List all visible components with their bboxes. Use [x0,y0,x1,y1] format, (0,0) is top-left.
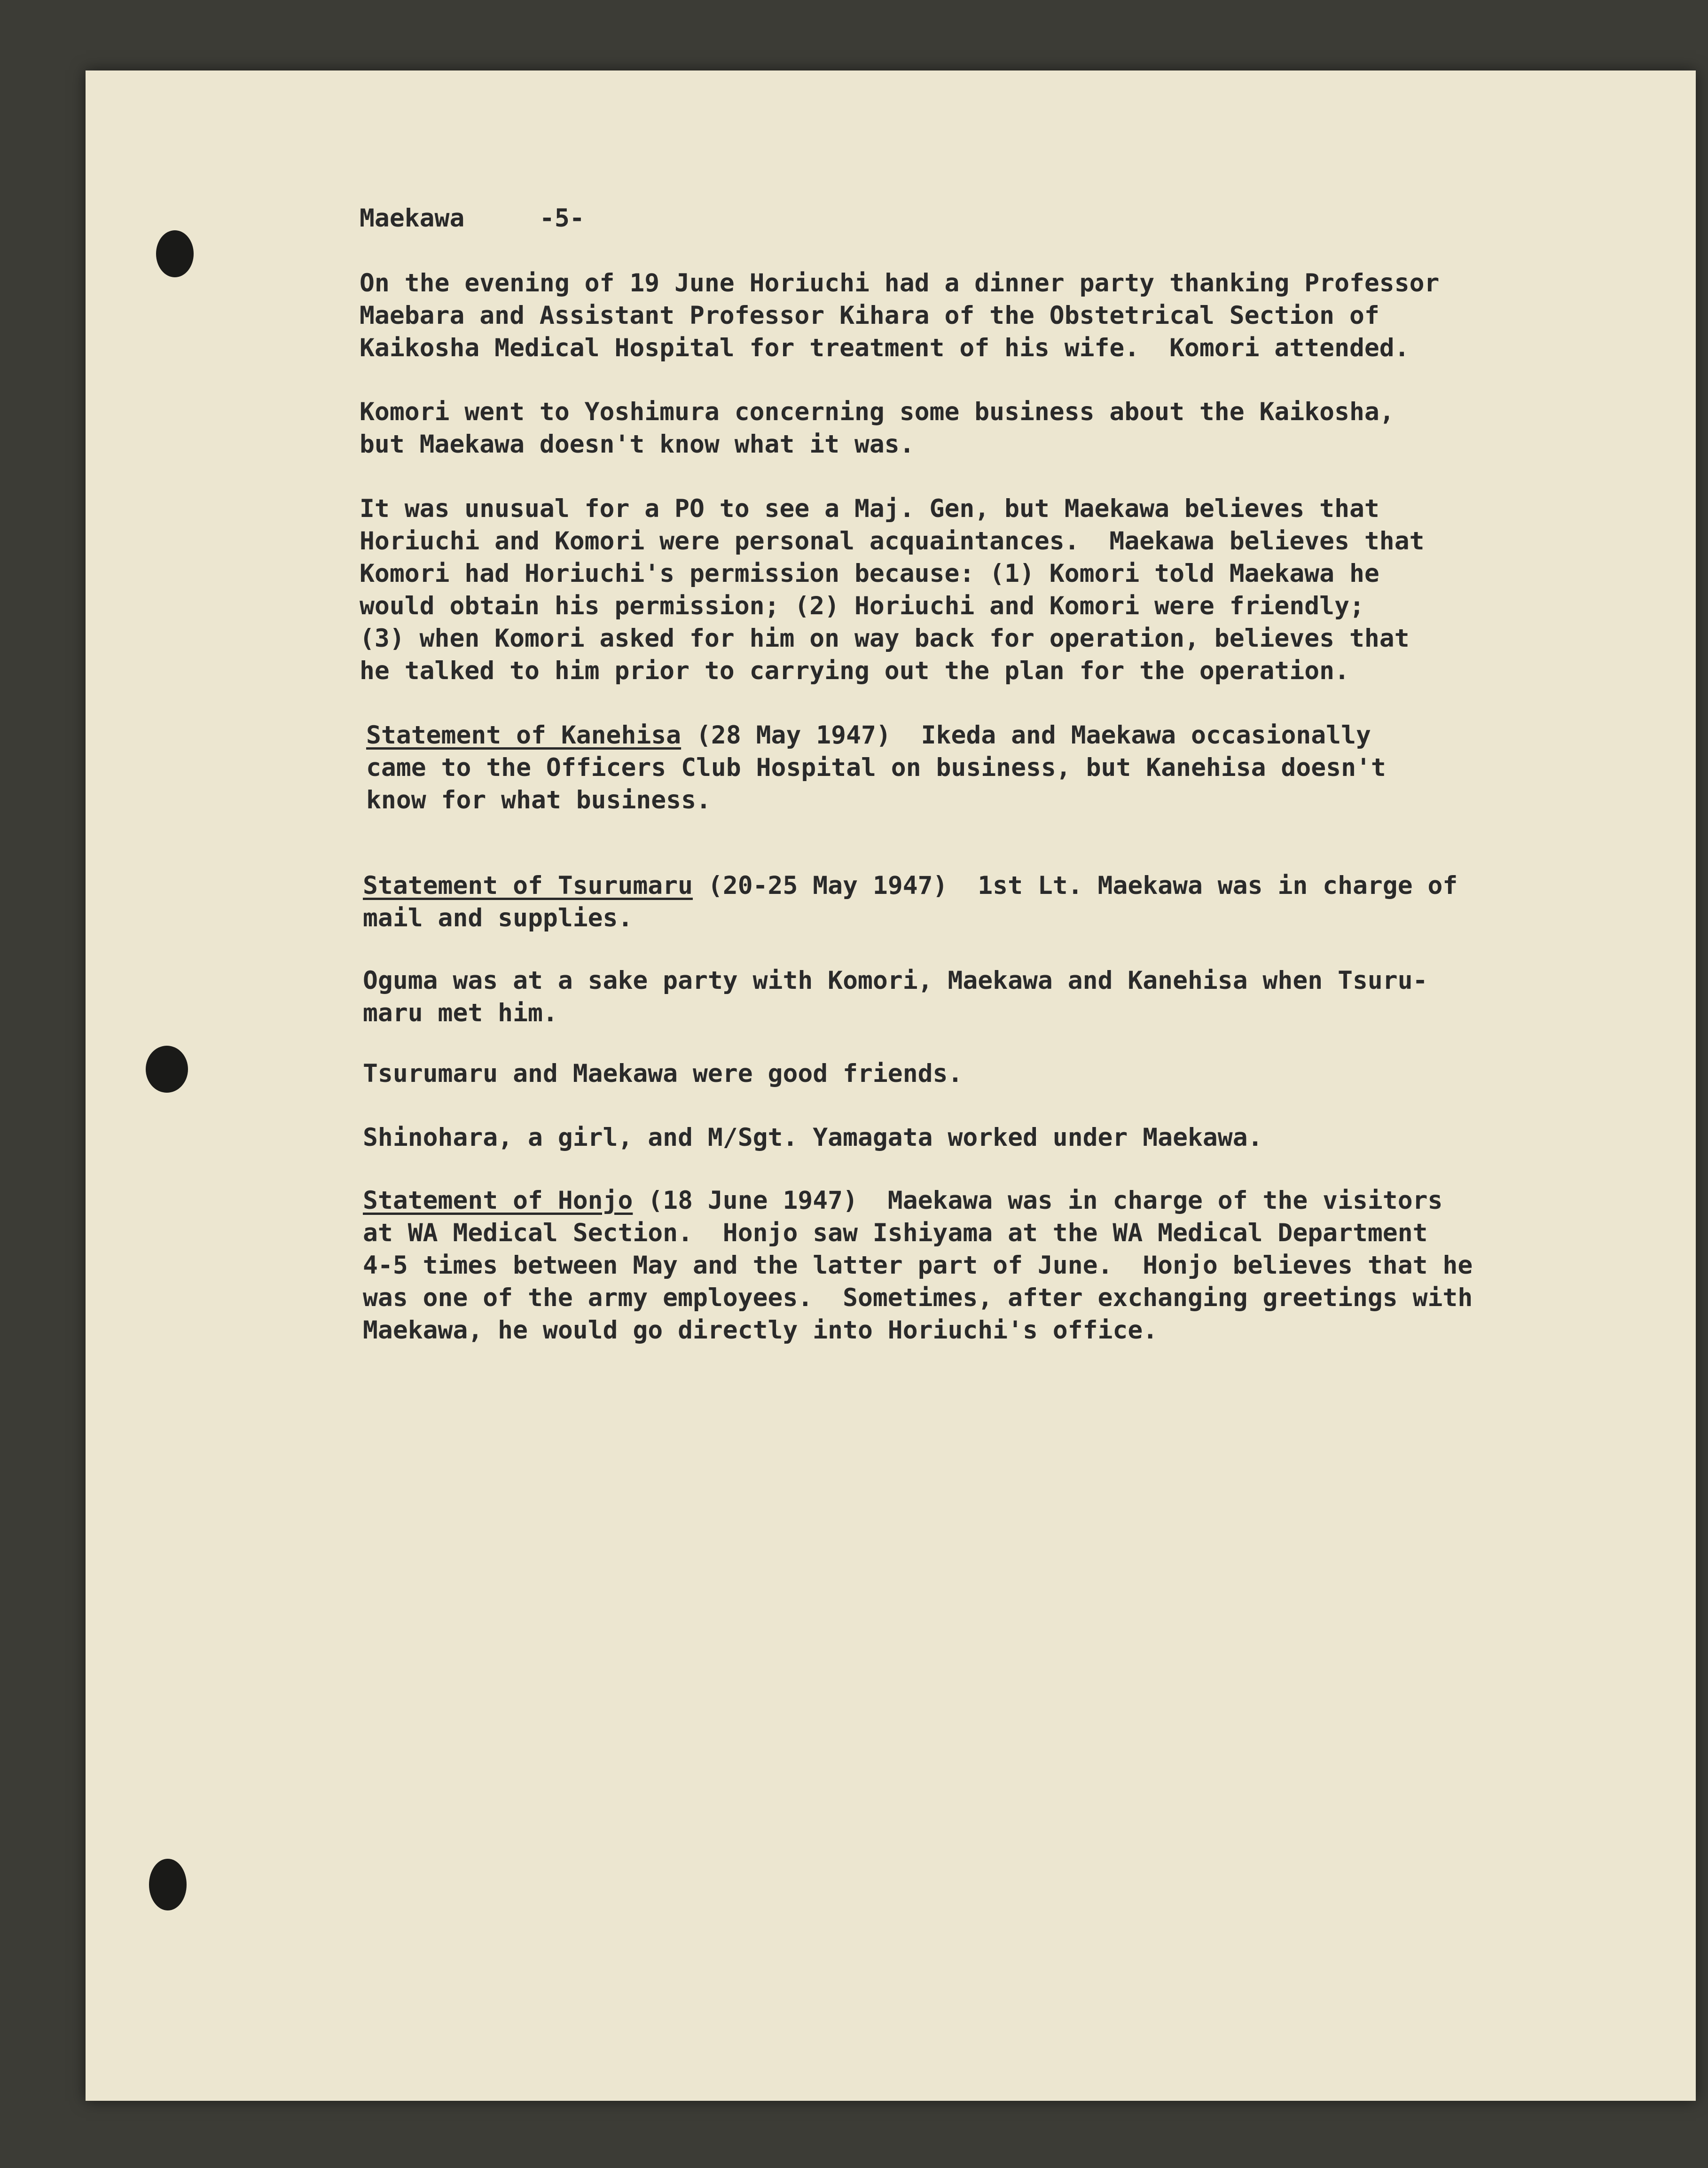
text-line: Shinohara, a girl, and M/Sgt. Yamagata worked under Maekawa. [363,1123,1263,1152]
text-line: maru met him. [363,999,558,1027]
text-line: Komori went to Yoshimura concerning some business about the Kaikosha, [360,398,1395,426]
paragraph-dinner-party [360,267,1439,364]
text-line: know for what business. [366,786,711,814]
page-header [360,202,585,235]
paragraph-statement-kanehisa [366,719,1386,816]
text-line: Oguma was at a sake party with Komori, Maekawa and Kanehisa when Tsuru- [363,966,1428,995]
text-line: It was unusual for a PO to see a Maj. Gen, but Maekawa believes that [360,494,1379,523]
text-line: Kaikosha Medical Hospital for treatment of his wife. Komori attended. [360,334,1410,362]
text-span: (28 May 1947) Ikeda and Maekawa occasionally [681,721,1371,750]
paragraph-permission [360,493,1425,687]
punch-hole-top [156,230,194,277]
text-line: 4-5 times between May and the latter part of June. Honjo believes that he [363,1251,1473,1280]
punch-hole-bottom [149,1859,187,1910]
text-line [363,1184,1473,1217]
statement-heading: Statement of Kanehisa [366,721,682,750]
text-span: (18 June 1947) Maekawa was in charge of the visitors [633,1186,1443,1215]
text-line: Tsurumaru and Maekawa were good friends. [363,1059,963,1088]
text-line: but Maekawa doesn't know what it was. [360,430,915,459]
header-page-number: -5- [539,204,585,233]
paragraph-yoshimura [360,396,1395,461]
document-page [86,70,1696,2101]
punch-hole-middle [146,1046,188,1093]
text-line: he talked to him prior to carrying out the plan for the operation. [360,657,1349,685]
paragraph-statement-honjo [363,1184,1473,1346]
text-line: mail and supplies. [363,904,633,932]
text-line: was one of the army employees. Sometimes, after exchanging greetings with [363,1284,1473,1312]
paragraph-statement-tsurumaru [363,869,1457,934]
paragraph-friends [363,1057,963,1090]
text-line: Maekawa, he would go directly into Horiuchi's office. [363,1316,1158,1345]
text-line: (3) when Komori asked for him on way back for operation, believes that [360,624,1410,653]
text-line: On the evening of 19 June Horiuchi had a dinner party thanking Professor [360,269,1440,297]
statement-heading: Statement of Honjo [363,1186,633,1215]
text-line: Komori had Horiuchi's permission because: (1) Komori told Maekawa he [360,559,1379,588]
text-line: Horiuchi and Komori were personal acquaintances. Maekawa believes that [360,527,1425,556]
text-line [363,869,1457,902]
header-name: Maekawa [360,204,465,233]
text-line: at WA Medical Section. Honjo saw Ishiyama at the WA Medical Department [363,1219,1428,1247]
text-line: would obtain his permission; (2) Horiuchi and Komori were friendly; [360,592,1364,620]
text-line: Maebara and Assistant Professor Kihara of the Obstetrical Section of [360,301,1379,330]
statement-heading: Statement of Tsurumaru [363,871,693,900]
paragraph-oguma [363,964,1428,1029]
text-span: (20-25 May 1947) 1st Lt. Maekawa was in charge of [693,871,1458,900]
text-line [366,719,1386,751]
paragraph-shinohara [363,1121,1263,1154]
text-line: came to the Officers Club Hospital on business, but Kanehisa doesn't [366,753,1386,782]
